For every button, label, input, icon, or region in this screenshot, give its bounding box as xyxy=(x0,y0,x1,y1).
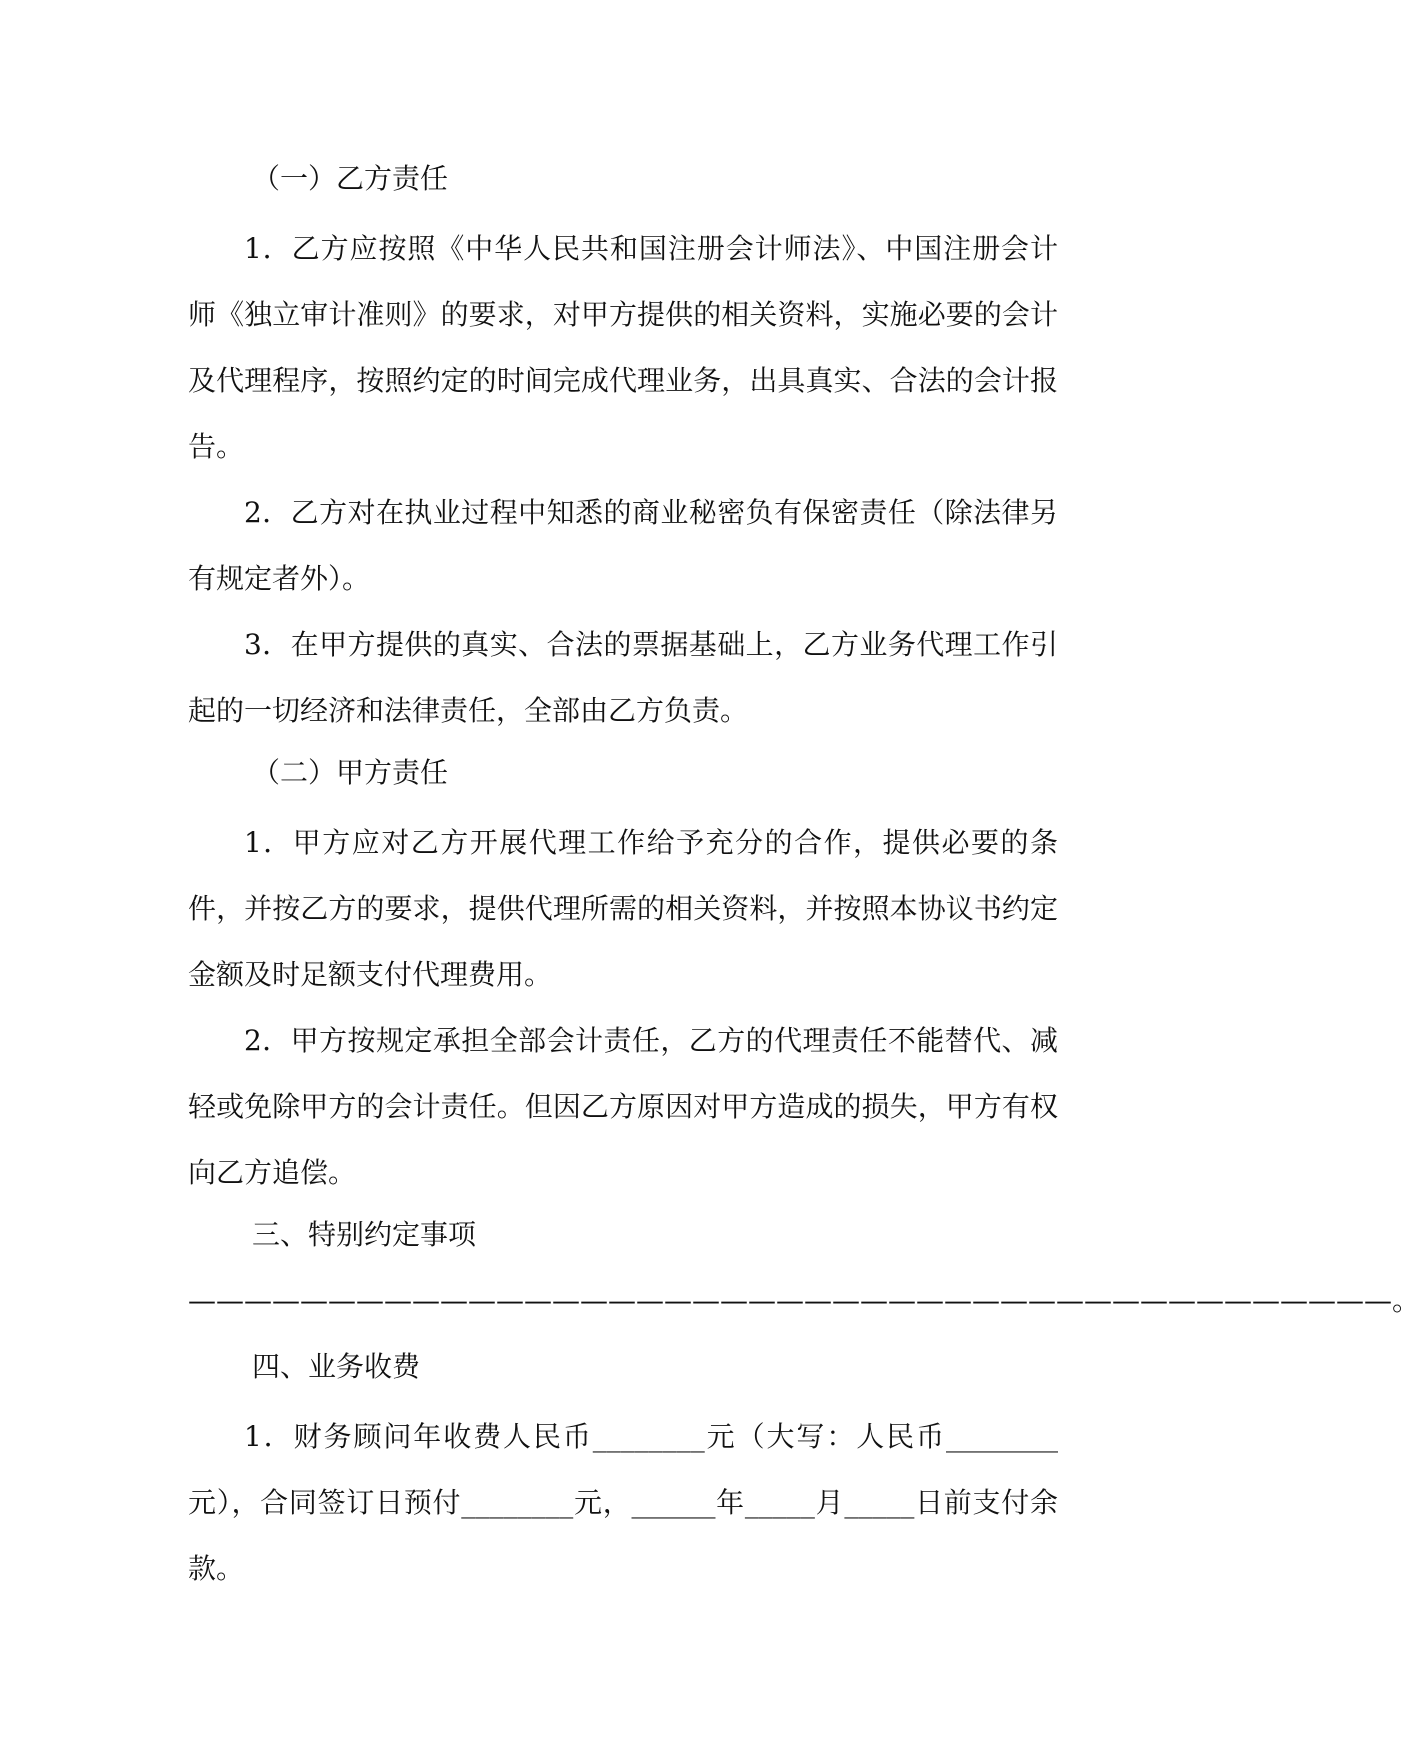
section-heading-party-a: （二）甲方责任 xyxy=(252,756,449,789)
fee-item-1: 1．财务顾问年收费人民币________元（大写：人民币________元），合同签订日预付________元，______年_____月_____日前支付余款。 xyxy=(188,1420,1058,1585)
party-b-item-1: 1．乙方应按照《中华人民共和国注册会计师法》、中国注册会计师《独立审计准则》的要求，对甲方提供的相关资料，实施必要的会计及代理程序，按照约定的时间完成代理业务，出具真实、合法的会计报告。 xyxy=(188,232,1058,463)
section-heading-fees: 四、业务收费 xyxy=(252,1350,421,1383)
document-page xyxy=(188,150,1420,1602)
party-a-item-2: 2．甲方按规定承担全部会计责任，乙方的代理责任不能替代、减轻或免除甲方的会计责任。但因乙方原因对甲方造成的损失，甲方有权向乙方追偿。 xyxy=(188,1024,1058,1189)
party-b-item-3: 3．在甲方提供的真实、合法的票据基础上，乙方业务代理工作引起的一切经济和法律责任，全部由乙方负责。 xyxy=(188,628,1058,727)
section-heading-special-terms: 三、特别约定事项 xyxy=(252,1218,477,1251)
special-terms-blank-line: ———————————————————————————————————————————。 xyxy=(188,1284,1420,1317)
party-b-item-2: 2．乙方对在执业过程中知悉的商业秘密负有保密责任（除法律另有规定者外）。 xyxy=(188,496,1058,595)
party-a-item-1: 1．甲方应对乙方开展代理工作给予充分的合作，提供必要的条件，并按乙方的要求，提供代理所需的相关资料，并按照本协议书约定金额及时足额支付代理费用。 xyxy=(188,826,1058,991)
section-heading-party-b: （一）乙方责任 xyxy=(252,162,449,195)
